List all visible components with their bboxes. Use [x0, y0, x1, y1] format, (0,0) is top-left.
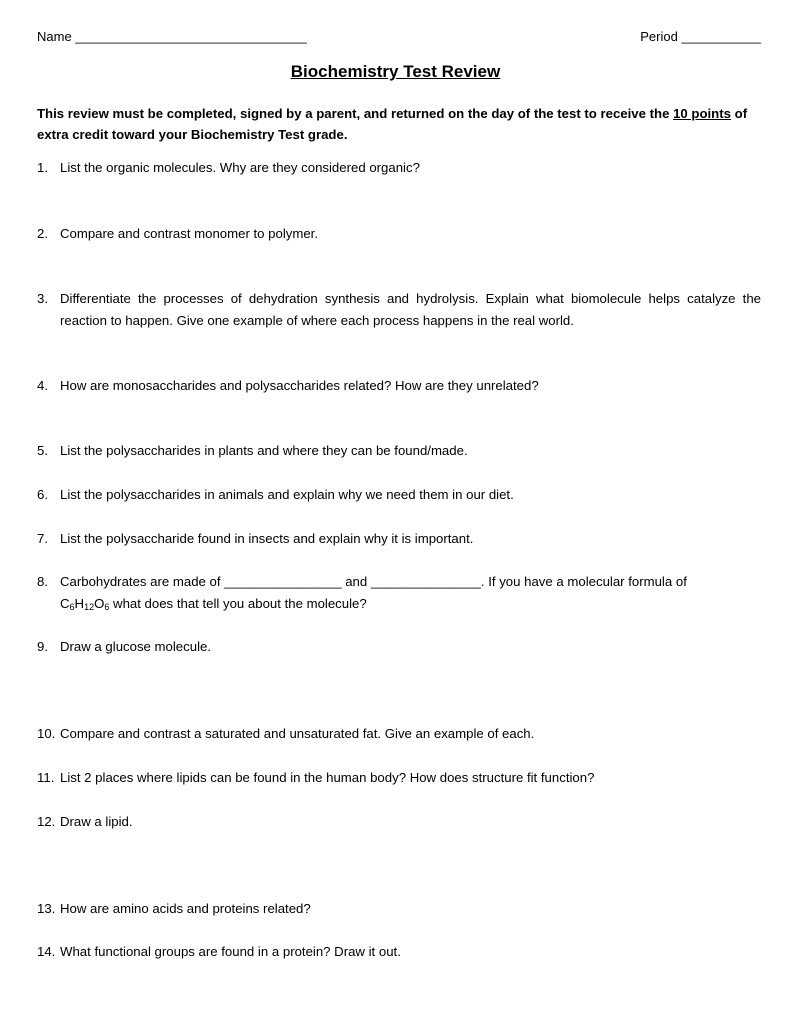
question-13 [37, 898, 761, 920]
question-2 [37, 223, 761, 245]
question-1 [37, 157, 761, 179]
question-8 [37, 571, 761, 615]
question-number: 5. [37, 443, 48, 458]
question-number: 6. [37, 487, 48, 502]
question-text: Draw a lipid. [60, 814, 133, 829]
question-3 [37, 288, 761, 332]
question-9 [37, 636, 761, 658]
question-text: Compare and contrast monomer to polymer. [60, 226, 319, 241]
question-4 [37, 375, 761, 397]
intro-points: 10 points [673, 106, 731, 121]
question-number: 2. [37, 226, 48, 241]
question-text: How are monosaccharides and polysaccharides related? How are they unrelated? [60, 378, 539, 393]
question-text [60, 571, 761, 615]
question-number: 10. [37, 726, 56, 741]
question-text-a: Carbohydrates are made of ________________ and _______________. If you have a molecular formula of [60, 574, 687, 589]
page-title: Biochemistry Test Review [290, 62, 501, 81]
header-row [37, 29, 761, 45]
intro-text-after: of extra credit toward your Biochemistry Test grade. [37, 106, 748, 142]
question-number: 11. [37, 770, 55, 785]
question-text: List the organic molecules. Why are they considered organic? [60, 160, 420, 175]
question-6 [37, 484, 761, 506]
question-text: Differentiate the processes of dehydration synthesis and hydrolysis. Explain what biomolecule helps catalyze the reaction to happen. Give one example of where each process happens in the real world. [60, 291, 761, 328]
question-text-b: what does that tell you about the molecule? [109, 596, 367, 611]
question-number: 8. [37, 574, 48, 589]
question-number: 4. [37, 378, 48, 393]
name-blank: ________________________________ [75, 29, 307, 44]
question-text: How are amino acids and proteins related? [60, 901, 311, 916]
question-5 [37, 440, 761, 462]
question-number: 14. [37, 944, 56, 959]
question-11 [37, 767, 761, 789]
period-blank: ___________ [681, 29, 761, 44]
question-14 [37, 941, 761, 963]
formula-h-sub: 12 [84, 602, 95, 612]
question-10 [37, 723, 761, 745]
formula-c-sub: 6 [69, 602, 75, 612]
intro-paragraph [37, 103, 761, 145]
question-text: Compare and contrast a saturated and unsaturated fat. Give an example of each. [60, 726, 535, 741]
name-field [37, 29, 307, 44]
question-text: List the polysaccharides in plants and where they can be found/made. [60, 443, 468, 458]
period-label: Period [640, 29, 678, 44]
question-text: List the polysaccharides in animals and explain why we need them in our diet. [60, 487, 514, 502]
question-text: Draw a glucose molecule. [60, 639, 211, 654]
question-number: 1. [37, 160, 48, 175]
period-field [640, 29, 761, 44]
formula-c: C [60, 596, 70, 611]
question-7 [37, 528, 761, 550]
question-number: 3. [37, 291, 48, 306]
question-text: List 2 places where lipids can be found in the human body? How does structure fit function? [60, 770, 595, 785]
question-number: 7. [37, 531, 48, 546]
question-number: 9. [37, 639, 48, 654]
formula-h: H [74, 596, 85, 611]
formula-o-sub: 6 [104, 602, 110, 612]
question-text: List the polysaccharide found in insects and explain why it is important. [60, 531, 474, 546]
formula-o: O [94, 596, 105, 611]
question-number: 12. [37, 814, 56, 829]
name-label: Name [37, 29, 72, 44]
question-12 [37, 811, 761, 833]
intro-text-before: This review must be completed, signed by a parent, and returned on the day of the test to receive the [37, 106, 674, 121]
question-text: What functional groups are found in a protein? Draw it out. [60, 944, 401, 959]
question-number: 13. [37, 901, 56, 916]
